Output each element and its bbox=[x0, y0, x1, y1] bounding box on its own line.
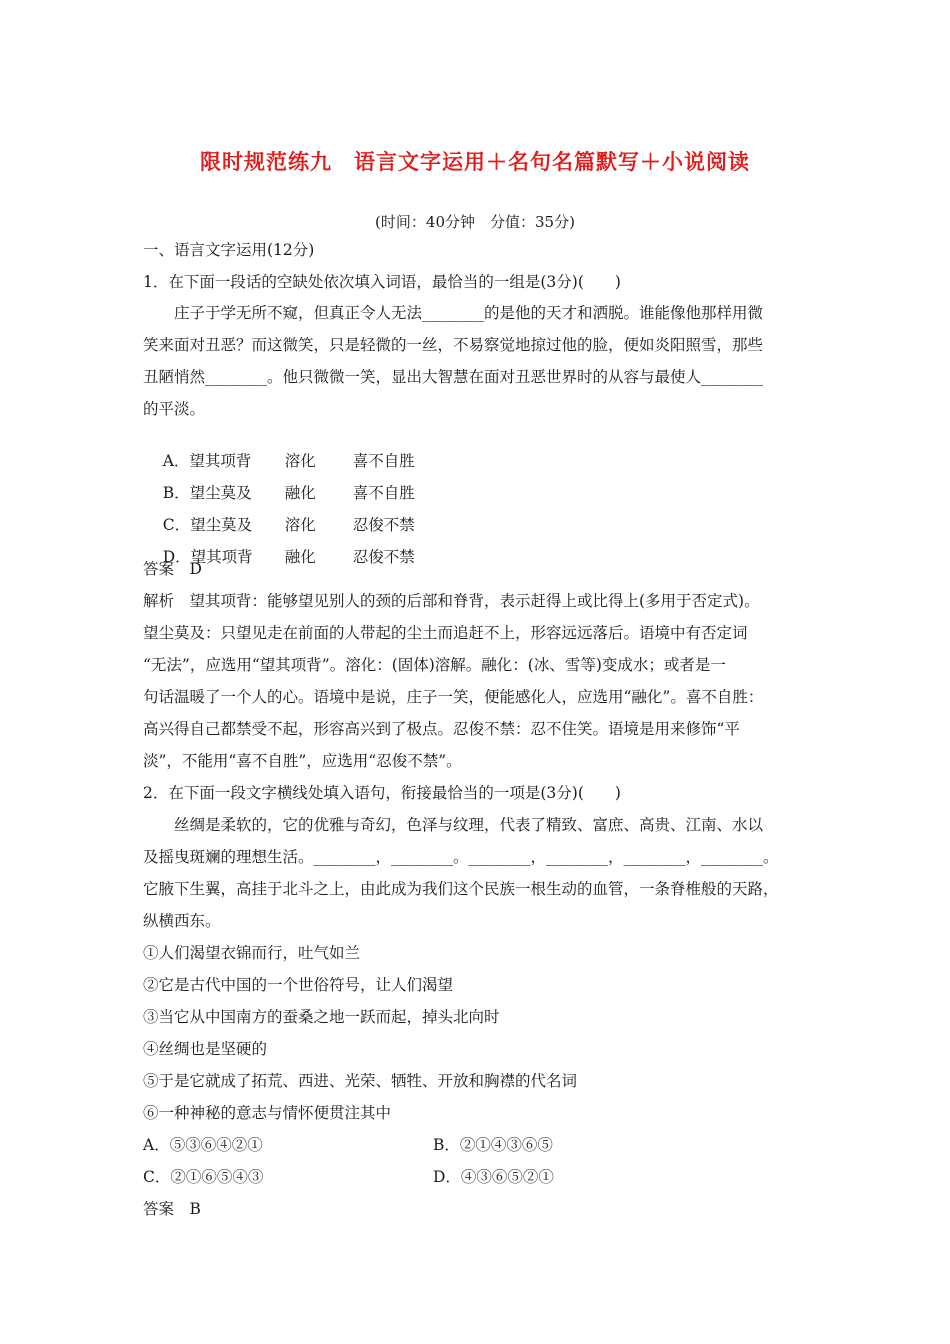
question-1-option-c: C．望尘莫及 溶化 忍俊不禁 bbox=[162, 516, 415, 534]
question-1-analysis-line: “无法”，应选用“望其项背”。溶化：(固体)溶解。融化：(冰、雪等)变成水；或者是一 bbox=[143, 656, 726, 674]
question-1-passage-line: 的平淡。 bbox=[143, 400, 206, 418]
question-2-item: ①人们渴望衣锦而行，吐气如兰 bbox=[143, 944, 361, 962]
question-2-passage-line: 它腋下生翼，高挂于北斗之上，由此成为我们这个民族一根生动的血管，一条脊椎般的天路， bbox=[143, 880, 779, 898]
question-2-item: ⑥一种神秘的意志与情怀便贯注其中 bbox=[143, 1104, 392, 1122]
question-1-option-b: B．望尘莫及 融化 喜不自胜 bbox=[162, 484, 415, 502]
question-2-stem: 2．在下面一段文字横线处填入语句，衔接最恰当的一项是(3分)( ) bbox=[143, 784, 621, 802]
question-1-analysis-line: 望尘莫及：只望见走在前面的人带起的尘土而追赶不上，形容远远落后。语境中有否定词 bbox=[143, 624, 748, 642]
question-2-answer: 答案 B bbox=[143, 1200, 201, 1218]
question-1-passage-line: 丑陋悄然________。他只微微一笑，显出大智慧在面对丑恶世界时的从容与最使人________ bbox=[143, 368, 764, 386]
page-title: 限时规范练九 语言文字运用＋名句名篇默写＋小说阅读 bbox=[200, 150, 750, 174]
question-2-item: ⑤于是它就成了拓荒、西进、光荣、牺牲、开放和胸襟的代名词 bbox=[143, 1072, 578, 1090]
question-2-item: ③当它从中国南方的蚕桑之地一跃而起，掉头北向时 bbox=[143, 1008, 500, 1026]
question-2-option-b: B．②①④③⑥⑤ bbox=[433, 1136, 553, 1154]
question-2-passage-line: 丝绸是柔软的，它的优雅与奇幻，色泽与纹理，代表了精致、富庶、高贵、江南、水以 bbox=[174, 816, 764, 834]
question-1-stem: 1．在下面一段话的空缺处依次填入词语，最恰当的一组是(3分)( ) bbox=[143, 273, 621, 291]
question-1-answer: 答案 D bbox=[143, 560, 202, 578]
question-2-passage-line: 及摇曳斑斓的理想生活。________，________。________，________，________，________。 bbox=[143, 848, 779, 866]
question-2-item: ②它是古代中国的一个世俗符号，让人们渴望 bbox=[143, 976, 454, 994]
question-2-option-d: D．④③⑥⑤②① bbox=[433, 1168, 554, 1186]
question-1-analysis-line: 淡”，不能用“喜不自胜”，应选用“忍俊不禁”。 bbox=[143, 752, 462, 770]
time-score-info: (时间：40分钟 分值：35分) bbox=[375, 213, 575, 231]
question-2-option-a: A．⑤③⑥④②① bbox=[143, 1136, 263, 1154]
question-1-option-d: D．望其项背 融化 忍俊不禁 bbox=[162, 548, 415, 566]
question-1-option-a: A．望其项背 溶化 喜不自胜 bbox=[162, 452, 415, 470]
question-1-passage-line: 笑来面对丑恶？而这微笑，只是轻微的一丝，不易察觉地掠过他的脸，便如炎阳照雪，那些 bbox=[143, 336, 764, 354]
question-1-analysis-line: 句话温暖了一个人的心。语境中是说，庄子一笑，便能感化人，应选用“融化”。喜不自胜： bbox=[143, 688, 764, 706]
question-2-item: ④丝绸也是坚硬的 bbox=[143, 1040, 268, 1058]
question-1-analysis-line: 解析 望其项背：能够望见别人的颈的后部和脊背，表示赶得上或比得上(多用于否定式)。 bbox=[143, 592, 760, 610]
question-1-passage-line: 庄子于学无所不窥，但真正令人无法________的是他的天才和洒脱。谁能像他那样用微 bbox=[174, 304, 764, 322]
question-2-option-c: C．②①⑥⑤④③ bbox=[143, 1168, 264, 1186]
question-1-analysis-line: 高兴得自己都禁受不起，形容高兴到了极点。忍俊不禁：忍不住笑。语境是用来修饰“平 bbox=[143, 720, 740, 738]
section-heading: 一、语言文字运用(12分) bbox=[143, 241, 315, 259]
question-2-passage-line: 纵横西东。 bbox=[143, 912, 221, 930]
